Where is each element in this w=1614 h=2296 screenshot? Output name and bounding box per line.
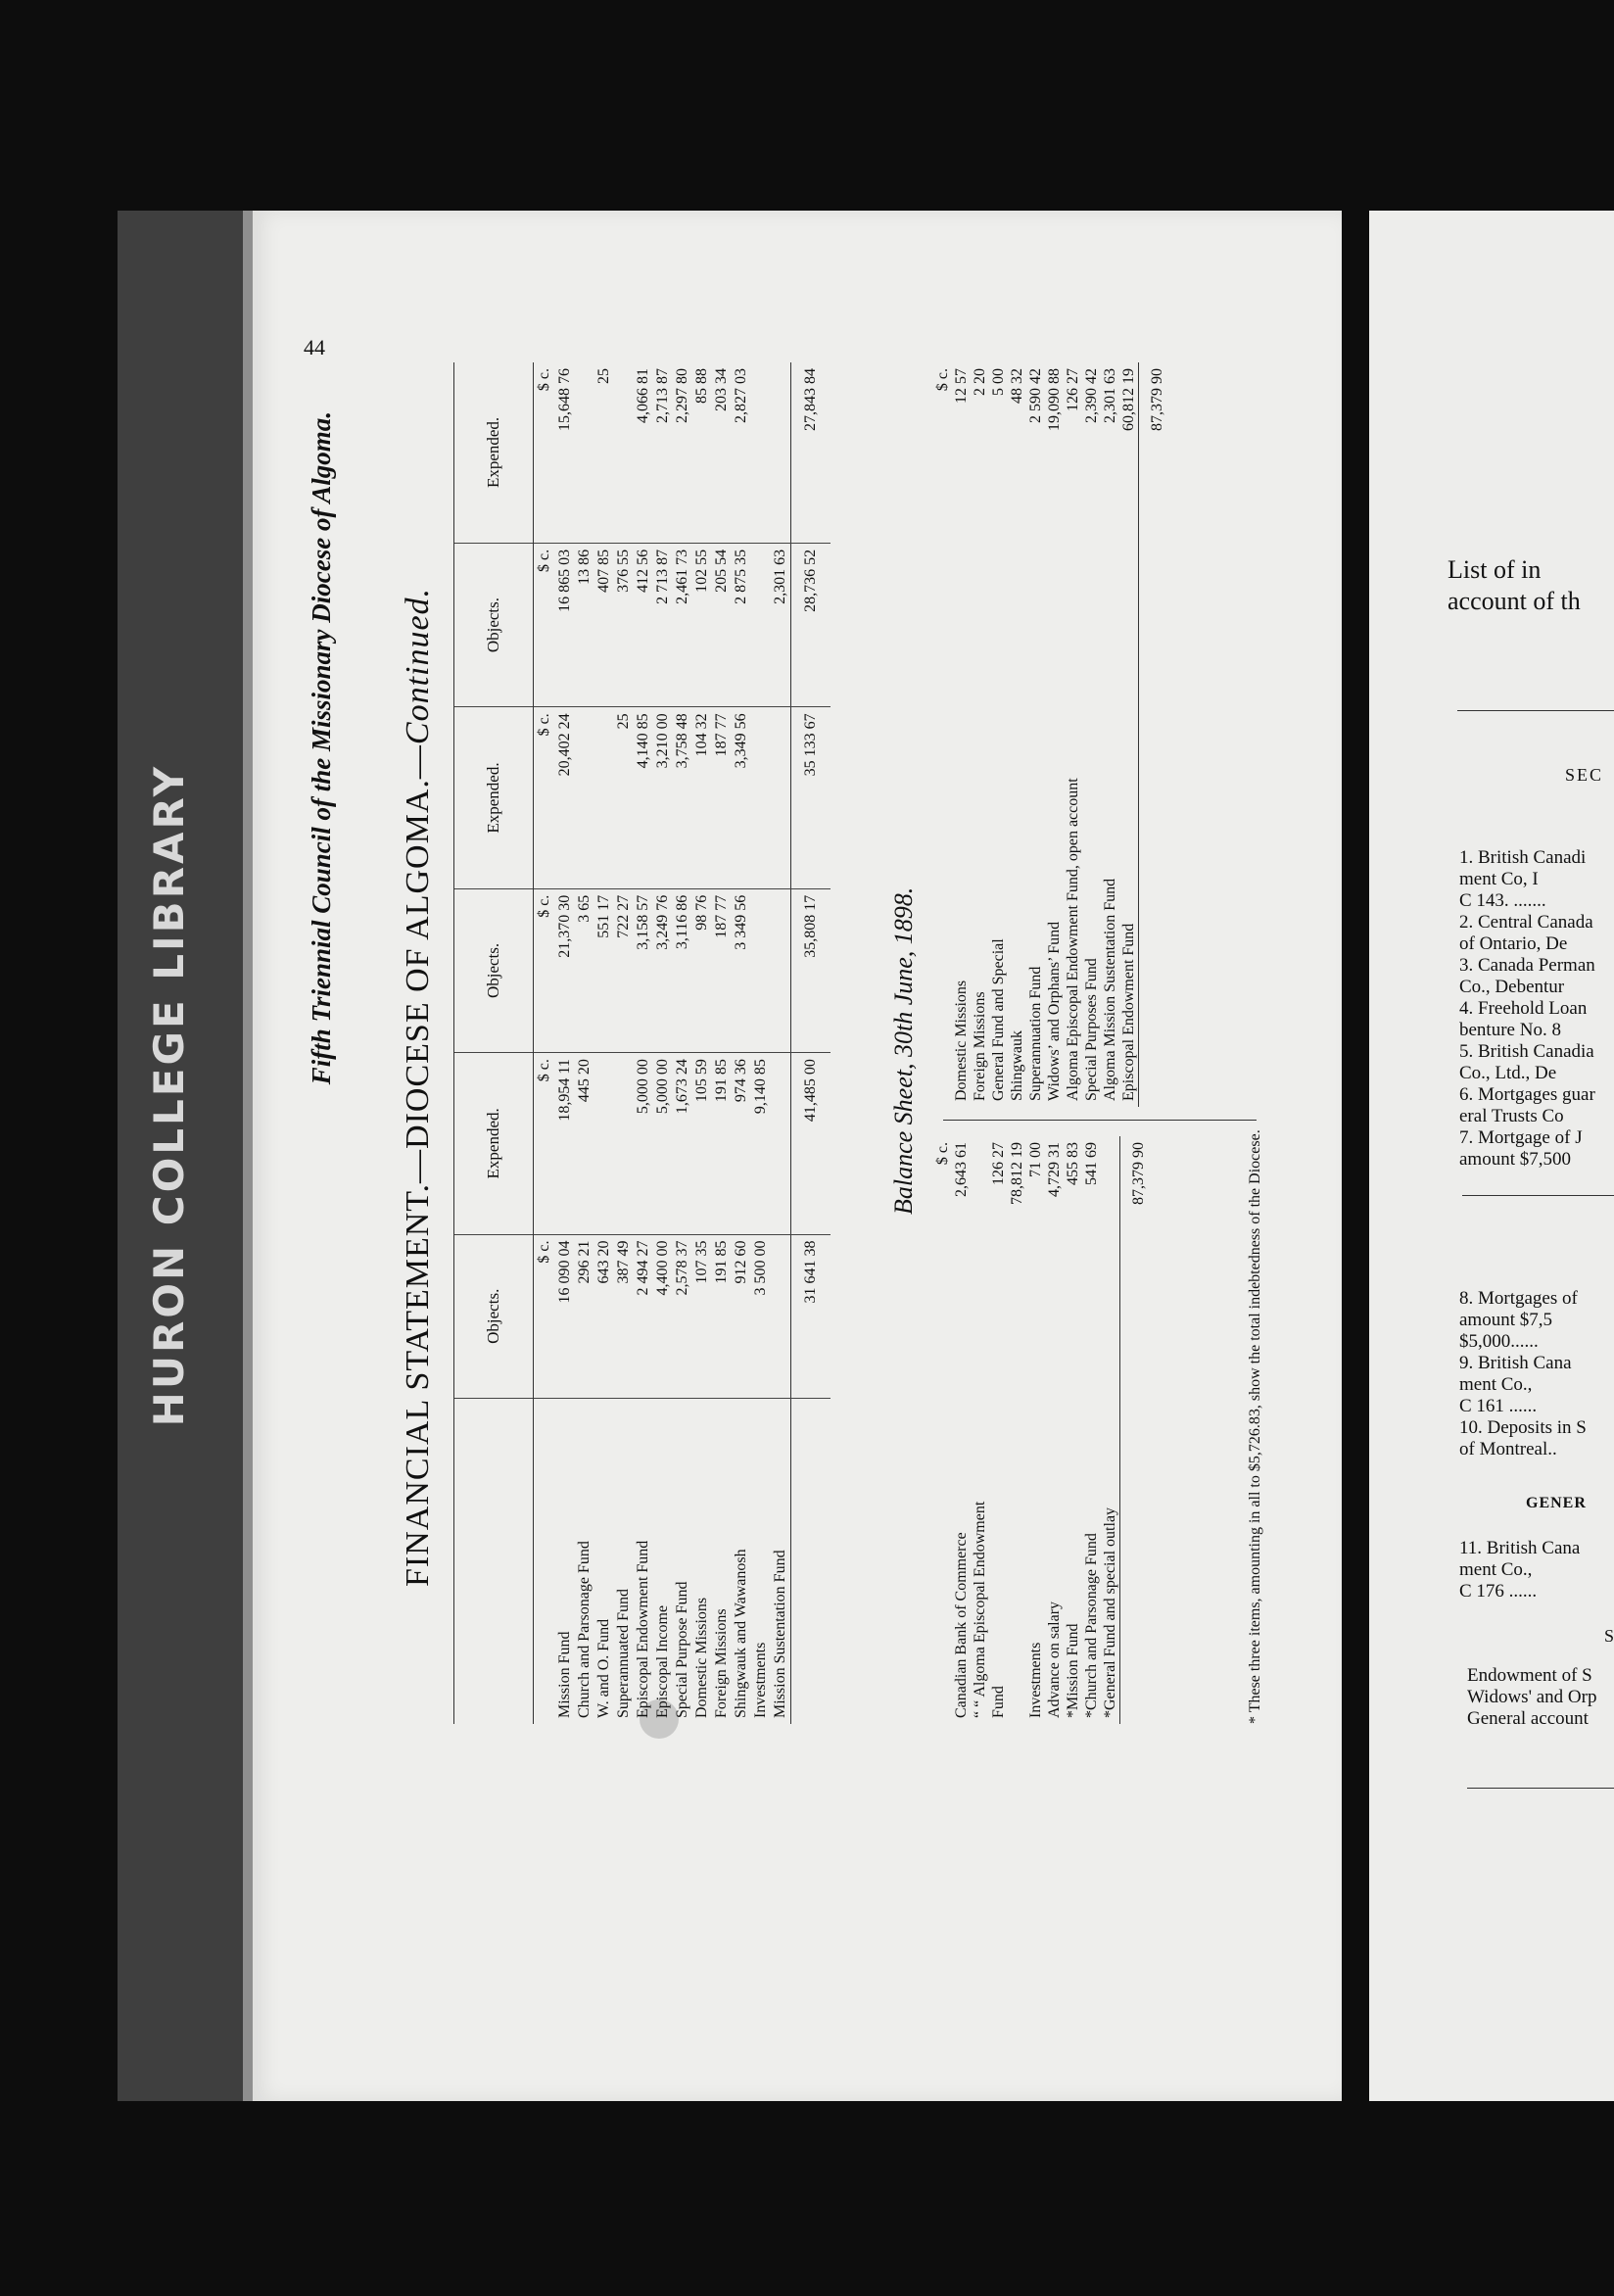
right-items-c: [1459, 1538, 1580, 1602]
balance-row: [1082, 362, 1101, 1107]
right-page-line: 11. British Cana: [1459, 1538, 1581, 1558]
fund-value: 105 59: [692, 1053, 712, 1234]
right-items-b: [1459, 1288, 1587, 1460]
balance-value: 71 00: [1027, 1142, 1044, 1177]
fund-value: 15,648 76: [555, 362, 575, 543]
fund-value: 16 865 03: [555, 543, 575, 706]
totals-label: [791, 1399, 831, 1725]
rotated-content: [304, 335, 1286, 1744]
balance-value: 19,090 88: [1046, 368, 1063, 431]
balance-units-row: [933, 362, 952, 1107]
balance-divider: [943, 1120, 1257, 1121]
balance-assets-total-row: [1120, 1136, 1157, 1724]
fund-value: 2,297 80: [673, 362, 692, 543]
fund-value: 296 21: [575, 1234, 594, 1398]
right-rule: [1457, 710, 1614, 711]
fund-value: 551 17: [594, 888, 614, 1052]
balance-row: [1026, 1136, 1045, 1724]
right-page-line: eral Trusts Co: [1459, 1106, 1564, 1126]
fund-value: 20,402 24: [555, 707, 575, 888]
balance-label: *Church and Parsonage Fund: [1083, 1533, 1100, 1718]
right-page-line: $5,000......: [1459, 1331, 1539, 1352]
fund-value: 9,140 85: [751, 1053, 771, 1234]
unit-dollar: $: [536, 728, 552, 737]
balance-value: [971, 1136, 989, 1256]
page-number: 44: [304, 335, 325, 359]
balance-total-label: [1139, 482, 1175, 1107]
balance-units: [933, 362, 952, 482]
unit-dollar: $: [934, 383, 951, 392]
fund-total: 28,736 52: [791, 543, 831, 706]
fund-value: 3 65: [575, 888, 594, 1052]
right-s-label: S: [1604, 1626, 1614, 1646]
fund-value: 25: [614, 707, 634, 888]
fund-label: Foreign Missions: [713, 1608, 730, 1718]
right-heading-2: account of th: [1448, 587, 1581, 615]
fund-value: 445 20: [575, 1053, 594, 1234]
fund-row: [673, 362, 692, 1724]
fund-value: [751, 888, 771, 1052]
fund-value: 1,673 24: [673, 1053, 692, 1234]
unit-cents: c.: [536, 368, 552, 380]
left-page: [253, 211, 1342, 2101]
right-page-line: General account: [1467, 1708, 1589, 1729]
right-rule: [1467, 1788, 1614, 1789]
fund-value: 3 349 56: [732, 888, 751, 1052]
fund-row: [653, 362, 673, 1724]
right-page-line: 8. Mortgages of: [1459, 1288, 1578, 1309]
balance-row: [971, 362, 989, 1107]
balance-row: [1082, 1136, 1101, 1724]
fund-label: Superannuated Fund: [615, 1589, 632, 1718]
fund-value: 2,301 63: [771, 543, 791, 706]
units-cell: [534, 543, 556, 706]
balance-label: Algoma Episcopal Endowment Fund, open account: [1065, 778, 1081, 1101]
fund-value: [771, 888, 791, 1052]
balance-label: Fund: [990, 1686, 1007, 1718]
fund-label: Special Purpose Fund: [674, 1581, 690, 1718]
balance-liabilities-body: [933, 362, 1139, 1107]
balance-value: 2 590 42: [1027, 368, 1044, 423]
fund-value: 85 88: [692, 362, 712, 543]
right-page-line: of Montreal..: [1459, 1439, 1557, 1459]
balance-label: Superannuation Fund: [1027, 966, 1044, 1101]
unit-cents: c.: [536, 1059, 552, 1071]
fund-value: 98 76: [692, 888, 712, 1052]
balance-assets-body: [933, 1136, 1120, 1724]
fund-value: 187 77: [712, 707, 732, 888]
balance-value: 455 83: [1065, 1142, 1081, 1185]
right-page-line: 5. British Canadia: [1459, 1041, 1594, 1062]
fund-table: [453, 362, 831, 1724]
balance-value: 2,643 61: [953, 1142, 970, 1197]
fund-value: 376 55: [614, 543, 634, 706]
fund-value: 3 500 00: [751, 1234, 771, 1398]
balance-row: [989, 362, 1008, 1107]
fund-value: 2 494 27: [634, 1234, 653, 1398]
unit-cents: c.: [934, 1142, 951, 1154]
fund-label: Domestic Missions: [693, 1597, 710, 1718]
right-page-line: ment Co, I: [1459, 869, 1539, 889]
right-page-line: Co., Debentur: [1459, 977, 1565, 997]
units-cell: [534, 1053, 556, 1234]
right-page-line: 1. British Canadi: [1459, 847, 1587, 868]
fund-row: [771, 362, 791, 1724]
footnote: * These three items, amounting in all to $5,726.83, show the total indebtedness of the Diocese.: [1247, 1129, 1263, 1724]
fund-table-body: [534, 362, 791, 1724]
unit-cents: c.: [536, 549, 552, 560]
col-header: Objects.: [454, 543, 534, 706]
fund-total: 27,843 84: [791, 362, 831, 543]
balance-label: “ “ Algoma Episcopal Endowment: [972, 1501, 988, 1718]
balance-liabilities-total-row: [1139, 362, 1175, 1107]
right-page-line: 2. Central Canada: [1459, 912, 1593, 933]
fund-value: 5,000 00: [653, 1053, 673, 1234]
fund-value: 191 85: [712, 1234, 732, 1398]
balance-row: [1119, 362, 1139, 1107]
fund-label: Mission Fund: [556, 1631, 573, 1718]
right-general-label: GENER: [1526, 1495, 1587, 1511]
balance-row: [952, 362, 971, 1107]
balance-value: 2,390 42: [1083, 368, 1100, 423]
unit-dollar: $: [536, 909, 552, 918]
fund-value: 104 32: [692, 707, 712, 888]
fund-label-header: [454, 1399, 534, 1725]
balance-label: General Fund and Special: [990, 938, 1007, 1101]
fund-label: Mission Sustentation Fund: [772, 1550, 788, 1718]
units-cell: [534, 362, 556, 543]
fund-row: [751, 362, 771, 1724]
right-page-line: 10. Deposits in S: [1459, 1417, 1587, 1438]
col-header: Objects.: [454, 1234, 534, 1398]
units-label: [534, 1399, 556, 1725]
fund-value: [771, 1234, 791, 1398]
fund-value: [575, 707, 594, 888]
balance-row: [1008, 1136, 1026, 1724]
balance-label: Episcopal Endowment Fund: [1120, 923, 1137, 1101]
fund-value: 3,158 57: [634, 888, 653, 1052]
fund-total: 35 133 67: [791, 707, 831, 888]
fund-value: 4,400 00: [653, 1234, 673, 1398]
unit-cents: c.: [536, 713, 552, 725]
fund-value: 107 35: [692, 1234, 712, 1398]
fund-value: 3,116 86: [673, 888, 692, 1052]
right-page-line: C 176 ......: [1459, 1581, 1538, 1602]
balance-label: Widows’ and Orphans’ Fund: [1046, 921, 1063, 1101]
fund-value: 643 20: [594, 1234, 614, 1398]
balance-units-row: [933, 1136, 952, 1724]
balance-label: Investments: [1027, 1642, 1044, 1718]
fund-row: [692, 362, 712, 1724]
balance-value: 60,812 19: [1120, 368, 1137, 431]
fund-value: 2,827 03: [732, 362, 751, 543]
balance-units: [933, 1136, 952, 1256]
right-heading-1: List of in: [1448, 555, 1542, 584]
balance-row: [1026, 362, 1045, 1107]
balance-label: [1008, 1256, 1026, 1724]
fund-value: 387 49: [614, 1234, 634, 1398]
balance-row: [952, 1136, 971, 1724]
right-page-line: ment Co.,: [1459, 1559, 1533, 1580]
fund-label: Church and Parsonage Fund: [576, 1541, 593, 1718]
fund-value: 912 60: [732, 1234, 751, 1398]
fund-value: 25: [594, 362, 614, 543]
fund-value: [771, 707, 791, 888]
right-page-line: 4. Freehold Loan: [1459, 998, 1588, 1019]
right-page-line: ment Co.,: [1459, 1374, 1533, 1395]
unit-dollar: $: [536, 1074, 552, 1082]
right-page-line: Co., Ltd., De: [1459, 1063, 1557, 1083]
units-cell: [534, 1234, 556, 1398]
balance-label: Advance on salary: [1046, 1601, 1063, 1718]
right-page-line: Endowment of S: [1467, 1665, 1592, 1686]
fund-table-header: [454, 362, 534, 1724]
balance-liabilities-total: 87,379 90: [1139, 362, 1175, 482]
fund-value: 5,000 00: [634, 1053, 653, 1234]
fund-value: 187 77: [712, 888, 732, 1052]
fund-value: 3,249 76: [653, 888, 673, 1052]
units-cell: [534, 888, 556, 1052]
balance-total-label: [1120, 1256, 1157, 1724]
balance-row: [1101, 1136, 1120, 1724]
balance-units-label: [933, 482, 952, 1107]
balance-label: Special Purposes Fund: [1083, 958, 1100, 1101]
fund-value: 21,370 30: [555, 888, 575, 1052]
fund-value: 4,140 85: [634, 707, 653, 888]
fund-value: 2 875 35: [732, 543, 751, 706]
fund-value: 2,461 73: [673, 543, 692, 706]
balance-value: 126 27: [1065, 368, 1081, 411]
units-row: [534, 362, 556, 1724]
balance-sheet-title: Balance Sheet, 30th June, 1898.: [889, 886, 918, 1215]
fund-value: [594, 707, 614, 888]
fund-row: [712, 362, 732, 1724]
unit-dollar: $: [536, 1255, 552, 1264]
balance-value: 5 00: [990, 368, 1007, 396]
fund-value: [614, 1053, 634, 1234]
fund-value: 3,210 00: [653, 707, 673, 888]
fund-value: 13 86: [575, 543, 594, 706]
fund-value: 2,578 37: [673, 1234, 692, 1398]
fund-value: [575, 362, 594, 543]
unit-cents: c.: [934, 368, 951, 380]
fund-value: 2 713 87: [653, 543, 673, 706]
right-section-label: SEC: [1565, 765, 1604, 785]
unit-dollar: $: [536, 563, 552, 572]
balance-liabilities: [933, 362, 1174, 1107]
right-items-a: [1459, 847, 1595, 1171]
balance-value: 541 69: [1083, 1142, 1100, 1185]
right-page-line: Widows' and Orp: [1467, 1687, 1597, 1707]
units-cell: [534, 707, 556, 888]
right-page-line: amount $7,500: [1459, 1149, 1571, 1170]
col-header: Expended.: [454, 1053, 534, 1234]
right-page-line: 9. British Cana: [1459, 1353, 1572, 1373]
fund-value: 974 36: [732, 1053, 751, 1234]
fund-total: 35,808 17: [791, 888, 831, 1052]
balance-value: 2,301 63: [1102, 368, 1118, 423]
fund-value: [614, 362, 634, 543]
fund-value: [771, 1053, 791, 1234]
right-page-line: benture No. 8: [1459, 1020, 1561, 1040]
right-rule: [1462, 1195, 1614, 1196]
right-page: [1369, 211, 1614, 2101]
balance-assets-total: 87,379 90: [1120, 1136, 1157, 1256]
fund-value: 18,954 11: [555, 1053, 575, 1234]
fund-row: [555, 362, 575, 1724]
balance-row: [1045, 1136, 1064, 1724]
balance-row: [1008, 362, 1026, 1107]
running-head: [304, 335, 365, 1744]
balance-row: [989, 1136, 1008, 1724]
fund-value: [771, 362, 791, 543]
balance-row: [971, 1136, 989, 1724]
unit-cents: c.: [536, 894, 552, 906]
fund-label: Episcopal Endowment Fund: [635, 1540, 651, 1718]
fund-value: 407 85: [594, 543, 614, 706]
fund-row: [614, 362, 634, 1724]
fund-value: 722 27: [614, 888, 634, 1052]
fund-value: 412 56: [634, 543, 653, 706]
statement-title-continued: Continued.: [400, 587, 436, 745]
balance-value: 2 20: [972, 368, 988, 396]
right-page-line: of Ontario, De: [1459, 933, 1568, 954]
unit-dollar: $: [934, 1157, 951, 1166]
fund-row: [575, 362, 594, 1724]
fund-value: 3,349 56: [732, 707, 751, 888]
fund-row: [594, 362, 614, 1724]
spine-edge: [243, 211, 253, 2101]
balance-label: Shingwauk: [1009, 1030, 1025, 1101]
right-page-line: 3. Canada Perman: [1459, 955, 1595, 976]
fund-value: [751, 543, 771, 706]
fund-value: 2,713 87: [653, 362, 673, 543]
balance-row: [1045, 362, 1064, 1107]
fund-row: [634, 362, 653, 1724]
fund-row: [732, 362, 751, 1724]
balance-label: *General Fund and special outlay: [1102, 1507, 1118, 1718]
col-header: Expended.: [454, 362, 534, 543]
fund-value: 191 85: [712, 1053, 732, 1234]
fund-total: 41,485 00: [791, 1053, 831, 1234]
right-items-d: [1467, 1665, 1596, 1730]
balance-label: *Mission Fund: [1065, 1623, 1081, 1718]
fund-label: Shingwauk and Wawanosh: [733, 1549, 749, 1718]
balance-value: 48 32: [1009, 368, 1025, 404]
balance-label: Domestic Missions: [953, 980, 970, 1101]
right-page-line: C 143. .......: [1459, 890, 1546, 911]
balance-units-label: [933, 1256, 952, 1724]
balance-label: Algoma Mission Sustentation Fund: [1102, 878, 1118, 1101]
running-title: Fifth Triennial Council of the Missionary Diocese of Algoma.: [307, 411, 336, 1085]
fund-value: 102 55: [692, 543, 712, 706]
fund-totals-row: [791, 362, 831, 1724]
fund-label: Investments: [752, 1642, 769, 1718]
right-page-line: 7. Mortgage of J: [1459, 1127, 1583, 1148]
fund-value: 16 090 04: [555, 1234, 575, 1398]
balance-row: [1064, 362, 1082, 1107]
fund-label: Episcopal Income: [654, 1604, 671, 1718]
balance-row: [1064, 1136, 1082, 1724]
fund-value: 203 34: [712, 362, 732, 543]
fund-value: 3,758 48: [673, 707, 692, 888]
balance-label: Canadian Bank of Commerce: [953, 1532, 970, 1718]
unit-cents: c.: [536, 1240, 552, 1252]
statement-title: [400, 588, 437, 1587]
balance-value: [1101, 1136, 1120, 1256]
fund-label: W. and O. Fund: [595, 1618, 612, 1718]
balance-value: 12 57: [953, 368, 970, 404]
fund-total: 31 641 38: [791, 1234, 831, 1398]
balance-label: Foreign Missions: [972, 991, 988, 1101]
balance-value: 126 27: [990, 1142, 1007, 1185]
statement-title-main: FINANCIAL STATEMENT.—DIOCESE OF ALGOMA.—: [400, 744, 436, 1587]
fund-value: [751, 362, 771, 543]
balance-value: 4,729 31: [1046, 1142, 1063, 1197]
right-page-line: amount $7,5: [1459, 1310, 1552, 1330]
fund-value: [751, 707, 771, 888]
balance-value: 78,812 19: [1009, 1142, 1025, 1205]
balance-assets: [933, 1136, 1156, 1724]
fund-value: 205 54: [712, 543, 732, 706]
right-page-line: C 161 ......: [1459, 1396, 1538, 1416]
fund-value: [594, 1053, 614, 1234]
col-header: Objects.: [454, 888, 534, 1052]
unit-dollar: $: [536, 383, 552, 392]
fund-value: 4,066 81: [634, 362, 653, 543]
balance-row: [1101, 362, 1119, 1107]
col-header: Expended.: [454, 707, 534, 888]
right-page-line: 6. Mortgages guar: [1459, 1084, 1595, 1105]
spine-label: HURON COLLEGE LIBRARY: [145, 764, 193, 1427]
